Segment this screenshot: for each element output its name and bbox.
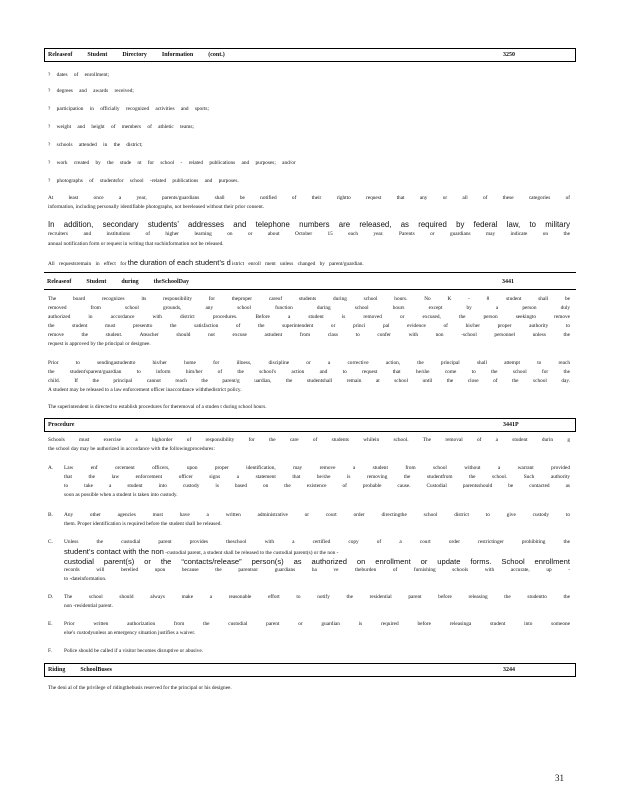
item-line: Law enf orcement officers, upon proper identification, may remove a student from school without a warrant provided	[64, 465, 570, 471]
item-letter-a: A.	[48, 465, 54, 471]
paragraph-line: A student may be released to a law enforcement officer inaccordance withthedistrict policy.	[48, 387, 242, 393]
section-header-directory-information	[44, 48, 576, 62]
paragraph-line: Prior to sendingastudentto his/her home for illness, discipline or a corrective action, the principal shall attempt to reach	[48, 360, 570, 366]
section-code: 3250	[503, 52, 515, 58]
item-line: The school should always make a reasonable effort to notify the residential parent before releasing the studentto the	[64, 594, 570, 600]
item-line: that the law enforcement officer signs a statement that he/she is removing the studentfrom the school. Such authority	[64, 474, 570, 480]
page-number: 31	[555, 773, 564, 783]
section-header-procedure	[44, 418, 576, 432]
paragraph-line: the student must presentto the satisfaction of the superintendent or princi pal evidence of his/her proper authority to	[48, 323, 570, 329]
section-title: Releaseof Student Directory Information (cont.)	[48, 52, 225, 58]
item-line: Prior written authorization from the custodial parent or guardian is required before releasinga student into someone	[64, 621, 570, 627]
item-line: Unless the custodial parent provides theschool with a certified copy of a court order restrictinger prohibiting the	[64, 539, 570, 545]
section-title: Riding SchoolBuses	[48, 667, 113, 673]
item-letter-b: B.	[48, 512, 53, 518]
paragraph-line: The deni al of the privilege of ridingthebusis reserved for the principal or his designee.	[48, 685, 232, 691]
document-page: Releaseof Student Directory Information (cont.) 3250 ? dates of enrollment; ? degrees and awards received; ? participation in officially recognized activities and sports; ? weight and height of members of athletic teams; ? schools attended in the district; ? work created by the stude nt for school - related publications and purposes; and/or ? photographs of studentsfor school -related publications and purposes. At least once a year, parents/guardians shall be notified of their rightto request that any or all of these categories of information, including personally identifiable photographs, not bereleased without their prior consent. In addition, secondary students’ addresses and telephone numbers are released, as required by federal law, to military recruiters and institutions of higher learning on or about October 15 each year. Parents or guardians may indicate on the annual notification form or request in writing that suchinformation not be released. All requestsremain in effect for the duration of each student’s d istrict enroll ment unless changed by parent/guardian. Releaseof Student during theSchoolDay 3441 The board recognizes its responsibility for theproper careof students during school hours. No K - 8 student shall be removed from school grounds, any school function during school hours except by a person duly authorized in accordance with district procedures. Before a student is removed or excused, the person seekingto remove the student must presentto the satisfaction of the superintendent or princi pal evidence of his/her proper authority to remove the student. Ateacher should not excuse astudent from class to confer with non -school personnel unless the request is approved by the principal or designee. Prior to sendingastudentto his/her home for illness, discipline or a corrective action, the principal shall attempt to reach the student'sparent/guardian to inform him/her of the school's action and to request that he/she come to the school for the child. If the principal cannot reach the parent/g uardian, the studentshall remain at school until the close of the school day. A student may be released to a law enforcement officer inaccordance withthedistrict policy. The superintendent is directed to establish procedures for theremoval of a studen t during school hours. Procedure 3441P Schools must exercise a highorder of responsibility for the care of students whilein school. The removal of a student durin g the school day may be authorized in accordance with the followingprocedures: A. Law enf orcement officers, upon proper identification, may remove a student from school without a warrant provided that the law enforcement officer signs a statement that he/she is removing the studentfrom the school. Such authority to take a student into custody is based on the existence of probable cause. Custodial parentsshould be contacted as soon as possible when a student is taken into custody. B. Any other agencies must have a written administrative or court order directingthe school district to give custody to them. Proper identification is required before the student shall be released. C. Unless the custodial parent provides theschool with a certified copy of a court order restrictinger prohibiting the student’s contact with the non -custodial parent, a student shall be released to the custodial parent(s) or the non - custodial parent(s) or the “contacts/release” person(s) as authorized on enrollment or update forms. School enrollment records will berelied upon because the parentsor guardians ha ve theburden of furnishing schools with accurate, up - to -dateinformation. D. The school should always make a reasonable effort to notify the residential parent before releasing the studentto the non -residential parent. E. Prior written authorization from the custodial parent or guardian is required before releasinga student into someone else's custodyunless an emergency situation justifies a waiver. F. Police should be called if a visitor becomes disruptive or abusive. Riding SchoolBuses 3244 The deni al of the privilege of ridingthebusis reserved for the principal or his designee. 31	[0, 0, 618, 800]
divider	[44, 289, 576, 290]
section-code: 3441	[502, 279, 514, 285]
item-line: else's custodyunless an emergency situation justifies a waiver.	[64, 630, 196, 636]
paragraph-line: request is approved by the principal or designee.	[48, 341, 151, 347]
section-title: Procedure	[48, 422, 75, 428]
item-letter-c: C.	[48, 539, 53, 545]
divider	[44, 272, 576, 273]
paragraph-line-mixed: All requestsremain in effect for the duration of each student’s d istrict enroll ment unless changed by parent/guardian.	[48, 258, 364, 267]
section-code: 3244	[503, 667, 515, 673]
item-line: non -residential parent.	[64, 603, 113, 609]
paragraph-line: the student'sparent/guardian to inform him/her of the school's action and to request that he/she come to the school for the	[48, 369, 570, 375]
item-letter-e: E.	[48, 621, 53, 627]
item-line: them. Proper identification is required before the student shall be released.	[64, 521, 222, 527]
paragraph-line: child. If the principal cannot reach the parent/g uardian, the studentshall remain at school until the close of the school day.	[48, 378, 570, 384]
section-code: 3441P	[503, 422, 519, 428]
item-line: Any other agencies must have a written administrative or court order directingthe school district to give custody to	[64, 512, 570, 518]
paragraph-line: the school day may be authorized in accordance with the followingprocedures:	[48, 446, 215, 452]
paragraph-line: The superintendent is directed to establish procedures for theremoval of a studen t during school hours.	[48, 404, 267, 410]
item-line: to take a student into custody is based on the existence of probable cause. Custodial parentsshould be contacted as	[64, 483, 570, 489]
paragraph-line: annual notification form or request in writing that suchinformation not be released.	[48, 241, 224, 247]
paragraph-line: remove the student. Ateacher should not excuse astudent from class to confer with non -school personnel unless the	[48, 332, 570, 338]
section-header-release-during-day	[44, 276, 576, 288]
paragraph-line-large: In addition, secondary students’ addresses and telephone numbers are released, as required by federal law, to military	[48, 220, 570, 229]
paragraph-line: recruiters and institutions of higher learning on or about October 15 each year. Parents or guardians may indicate on the	[48, 231, 570, 237]
item-line: to -dateinformation.	[64, 576, 107, 582]
item-line: soon as possible when a student is taken into custody.	[64, 492, 178, 498]
item-line-mixed: student’s contact with the non -custodial parent, a student shall be released to the custodial parent(s) or the non -	[64, 547, 339, 556]
section-title: Releaseof Student during theSchoolDay	[47, 279, 190, 285]
paragraph-line: authorized in accordance with district procedures. Before a student is removed or excused, the person seekingto remove	[48, 314, 570, 320]
paragraph-line: removed from school grounds, any school function during school hours except by a person duly	[48, 305, 570, 311]
section-header-riding-school-buses	[44, 663, 576, 677]
paragraph-line: The board recognizes its responsibility for theproper careof students during school hours. No K - 8 student shall be	[48, 296, 570, 302]
item-line: records will berelied upon because the parentsor guardians ha ve theburden of furnishing schools with accurate, up -	[64, 567, 570, 573]
paragraph-line: Schools must exercise a highorder of responsibility for the care of students whilein school. The removal of a student durin g	[48, 437, 570, 443]
paragraph-line: At least once a year, parents/guardians shall be notified of their rightto request that any or all of these categories of	[48, 195, 570, 201]
item-line: Police should be called if a visitor becomes disruptive or abusive.	[64, 648, 204, 654]
item-line-large: custodial parent(s) or the “contacts/release” person(s) as authorized on enrollment or update forms. School enrollment	[64, 557, 570, 566]
item-letter-f: F.	[48, 648, 52, 654]
item-letter-d: D.	[48, 594, 54, 600]
paragraph-line: information, including personally identifiable photographs, not bereleased without their prior consent.	[48, 204, 265, 210]
